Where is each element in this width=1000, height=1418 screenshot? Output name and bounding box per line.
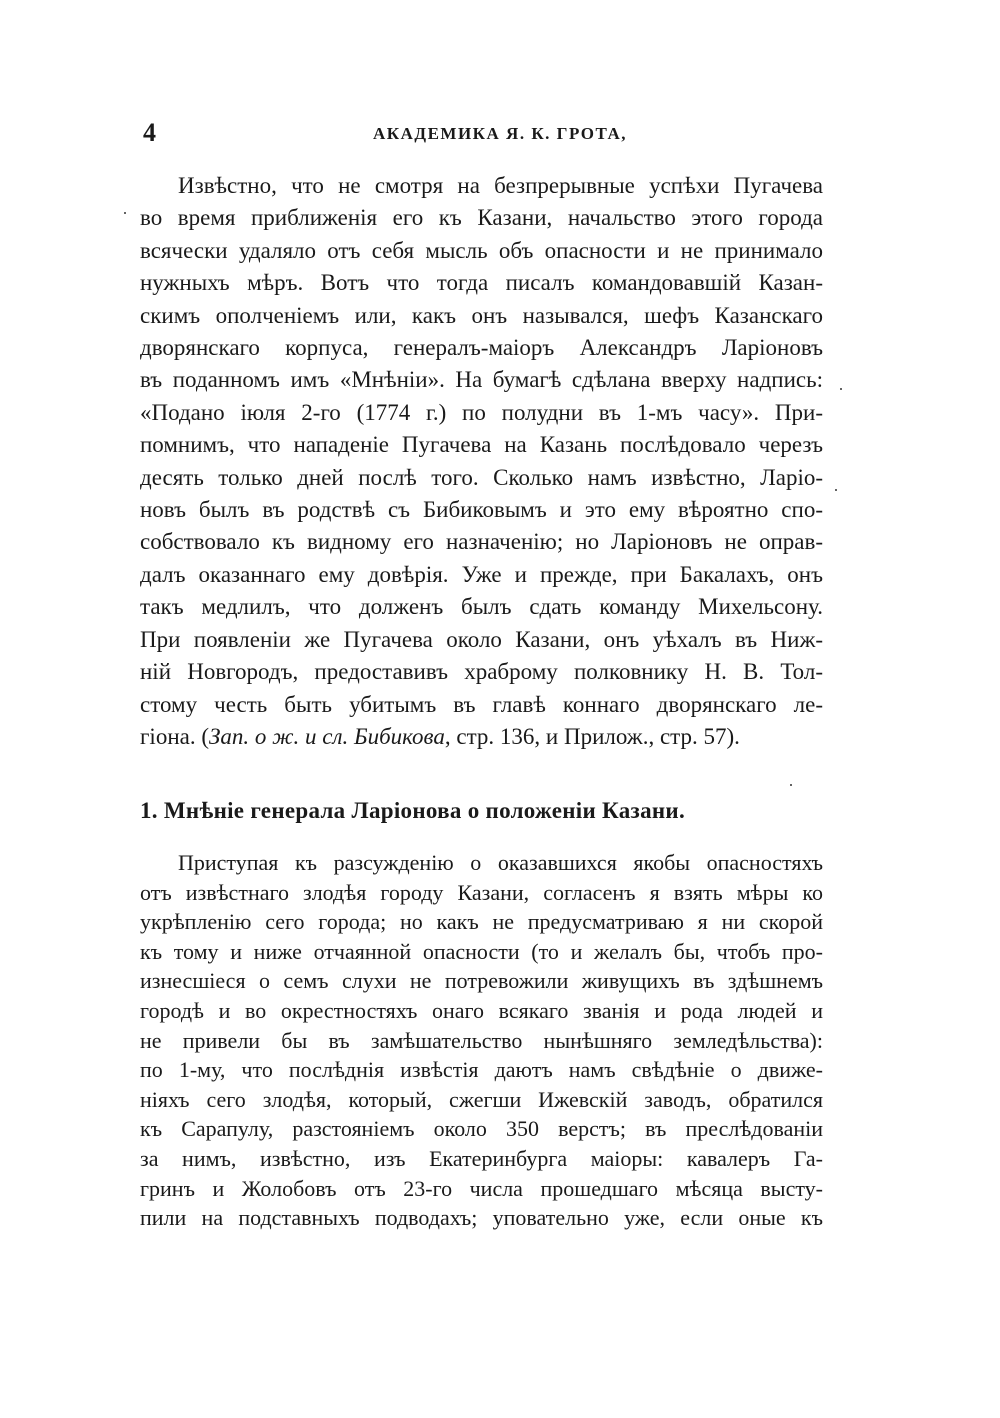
text-line: за нимъ, извѣстно, изъ Екатеринбурга маіоры: кавалеръ Га-: [140, 1145, 823, 1171]
text-line: всячески удаляло отъ себя мысль объ опасности и не принимало: [140, 237, 823, 263]
text-line: укрѣпленію сего города; но какъ не предусматриваю я ни скорой: [140, 909, 823, 935]
text-line: [140, 721, 823, 753]
text-line: къ тому и ниже отчаянной опасности (то и желалъ бы, чтобъ про-: [140, 938, 823, 964]
running-head: АКАДЕМИКА Я. К. ГРОТА,: [373, 124, 627, 143]
text-line: нужныхъ мѣръ. Вотъ что тогда писалъ командовавшій Казан-: [140, 270, 823, 296]
text-line: При появленіи же Пугачева около Казани, онъ уѣхалъ въ Ниж-: [140, 626, 823, 652]
text-line: такъ медлилъ, что долженъ былъ сдать команду Михельсону.: [140, 594, 823, 620]
text-line: во время приближенія его къ Казани, начальство этого города: [140, 205, 823, 231]
citation-text: гіона. (: [140, 723, 209, 749]
text-line: ній Новгородъ, предоставивъ храброму полковнику Н. В. Тол-: [140, 659, 823, 685]
citation-title: Зап. о ж. и сл. Бибикова: [209, 723, 445, 749]
text-line: не привели бы въ замѣшательство нынѣшняго земледѣльства):: [140, 1027, 823, 1053]
scan-speck: [790, 784, 792, 786]
text-line: къ Сарапулу, разстояніемъ около 350 верстъ; въ преслѣдованіи: [140, 1116, 823, 1142]
text-line: по 1-му, что послѣднія извѣстія даютъ намъ свѣдѣніе о движе-: [140, 1057, 823, 1083]
text-line: «Подано іюля 2-го (1774 г.) по полудни въ 1-мъ часу». При-: [140, 399, 823, 425]
text-line: отъ извѣстнаго злодѣя городу Казани, согласенъ я взять мѣры ко: [140, 879, 823, 905]
paragraph-opinion: [140, 848, 823, 1233]
scan-speck: [840, 388, 842, 390]
text-line: собствовало къ видному его назначенію; но Ларіоновъ не оправ-: [140, 529, 823, 555]
text-line: Приступая къ разсужденію о оказавшихся якобы опасностяхъ: [178, 850, 823, 875]
scan-speck: [124, 212, 126, 214]
citation-text: , стр. 136, и Прилож., стр. 57).: [444, 723, 740, 749]
text-line: въ поданномъ имъ «Мнѣніи». На бумагѣ сдѣлана вверху надпись:: [140, 367, 823, 393]
paragraph-intro: [140, 170, 823, 753]
page-number: 4: [143, 118, 156, 147]
text-line: пили на подставныхъ подводахъ; уповательно уже, если оные къ: [140, 1205, 823, 1231]
text-line: изнесшіеся о семъ слухи не потревожили живущихъ въ здѣшнемъ: [140, 968, 823, 994]
text-line: новъ былъ въ родствѣ съ Бибиковымъ и это ему вѣроятно спо-: [140, 497, 823, 523]
text-line: Извѣстно, что не смотря на безпрерывные успѣхи Пугачева: [178, 173, 823, 198]
section-heading: 1. Мнѣніе генерала Ларіонова о положеніи Казани.: [140, 798, 686, 823]
text-line: стому честь быть убитымъ въ главѣ коннаго дворянскаго ле-: [140, 691, 823, 717]
text-line: ніяхъ сего злодѣя, который, сжегши Ижевскій заводъ, обратился: [140, 1086, 823, 1112]
text-line: гринъ и Жолобовъ отъ 23-го числа прошедшаго мѣсяца высту-: [140, 1175, 823, 1201]
text-line: скимъ ополченіемъ или, какъ онъ назывался, шефъ Казанскаго: [140, 302, 823, 328]
scan-speck: [835, 489, 837, 491]
text-line: помнимъ, что нападеніе Пугачева на Казань послѣдовало черезъ: [140, 432, 823, 458]
text-line: дворянскаго корпуса, генералъ-маіоръ Александръ Ларіоновъ: [140, 335, 823, 361]
text-line: городѣ и во окрестностяхъ онаго всякаго званія и рода людей и: [140, 997, 823, 1023]
text-line: десять только дней послѣ того. Сколько намъ извѣстно, Ларіо-: [140, 464, 823, 490]
text-line: далъ оказаннаго ему довѣрія. Уже и прежде, при Бакалахъ, онъ: [140, 561, 823, 587]
